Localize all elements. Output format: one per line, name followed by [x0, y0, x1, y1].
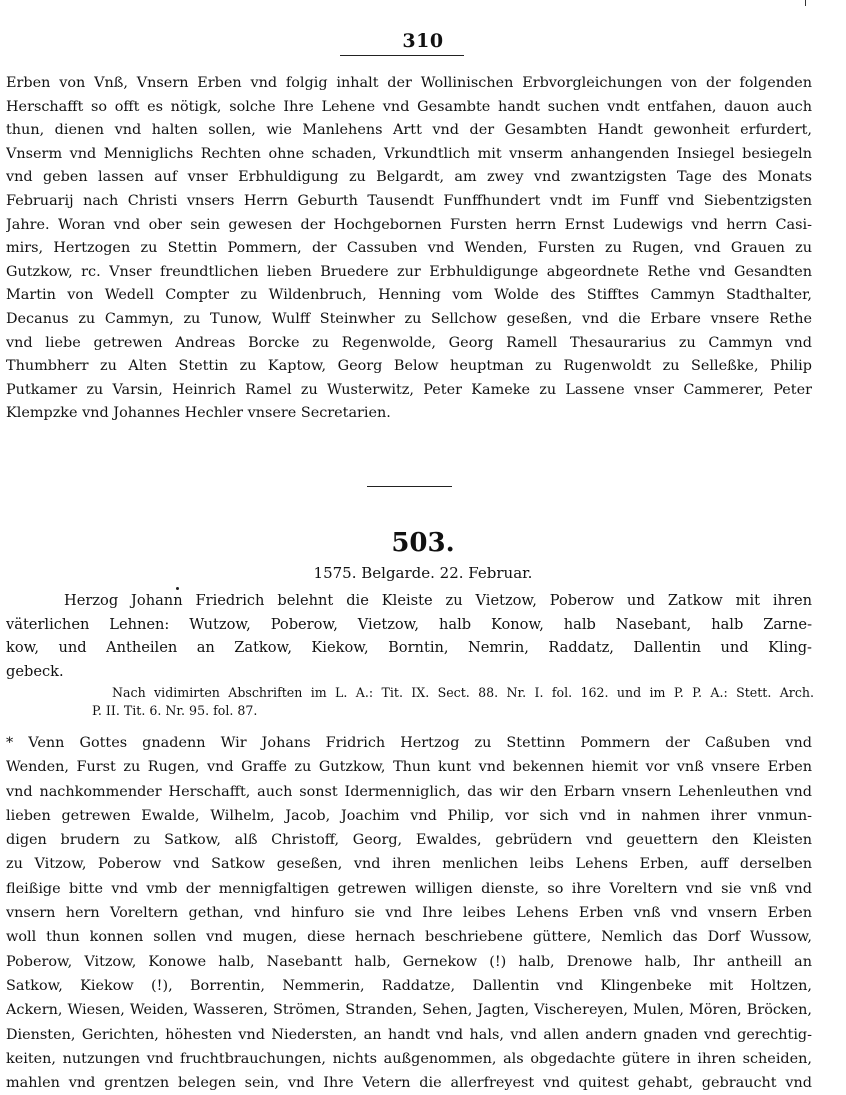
- summary-line: gebeck.: [6, 662, 64, 680]
- text-line: Putkamer zu Varsin, Heinrich Ramel zu Wusterwitz, Peter Kameke zu Lassene vnser Cammerer, Peter: [6, 381, 812, 398]
- main-text-line: Diensten, Gerichten, höhesten vnd Niedersten, an handt vnd hals, vnd allen andern gnaden vnd gerechtig-: [6, 1026, 812, 1043]
- page-edge-mark: [805, 0, 806, 6]
- summary-line: väterlichen Lehnen: Wutzow, Poberow, Vietzow, halb Konow, halb Nasebant, halb Zarne-: [6, 615, 812, 633]
- main-text-line: lieben getrewen Ewalde, Wilhelm, Jacob, Joachim vnd Philip, vor sich vnd in nahmen ihrer vnmun-: [6, 807, 812, 824]
- summary-line: Herzog Johann Friedrich belehnt die Kleiste zu Vietzow, Poberow und Zatkow mit ihren: [64, 592, 812, 609]
- document-date-line: 1575. Belgarde. 22. Februar.: [313, 564, 533, 582]
- text-line: Decanus zu Cammyn, zu Tunow, Wulff Steinwher zu Sellchow geseßen, vnd die Erbare vnsere Rethe: [6, 310, 812, 327]
- main-text-line: vnd nachkommender Herschafft, auch sonst Idermenniglich, das wir den Erbarn vnsern Lehenleuthen vnd: [6, 783, 812, 800]
- main-text-line: vnsern hern Voreltern gethan, vnd hinfuro sie vnd Ihre leibes Lehens Erben vnß vnd vnsern Erben: [6, 905, 812, 922]
- source-note: [92, 684, 814, 720]
- text-line: Vnserm vnd Menniglichs Rechten ohne schaden, Vrkundtlich mit vnserm anhangenden Insiegel besiegeln: [6, 145, 812, 162]
- text-line: Martin von Wedell Compter zu Wildenbruch, Henning vom Wolde des Stifftes Cammyn Stadthalter,: [6, 287, 812, 304]
- main-text-line: Satkow, Kiekow (!), Borrentin, Nemmerin, Raddatze, Dallentin vnd Klingenbeke mit Holtzen,: [6, 977, 812, 994]
- main-text-line: keiten, nutzungen vnd fruchtbrauchungen, nichts außgenommen, als obgedachte gütere in ihren scheiden,: [6, 1050, 812, 1067]
- main-text-line: Poberow, Vitzow, Konowe halb, Nasebantt halb, Gernekow (!) halb, Drenowe halb, Ihr antheill an: [6, 953, 812, 970]
- document-summary: [6, 589, 812, 683]
- text-line: Gutzkow, rc. Vnser freundtlichen lieben Bruedere zur Erbhuldigunge abgeordnete Rethe vnd Gesandten: [6, 263, 812, 280]
- text-line: Klempzke vnd Johannes Hechler vnsere Secretarien.: [6, 405, 391, 422]
- text-line: mirs, Hertzogen zu Stettin Pommern, der Cassuben vnd Wenden, Fursten zu Rugen, vnd Grauen zu: [6, 240, 812, 257]
- text-line: vnd geben lassen auf vnser Erbhuldigung zu Belgardt, am zwey vnd zwantzigsten Tage des Monats: [6, 169, 812, 186]
- text-line: Februarij nach Christi vnsers Herrn Geburth Tausendt Funffhundert vndt im Funff vnd Siebentzigsten: [6, 192, 812, 209]
- main-text-line: zu Vitzow, Poberow vnd Satkow geseßen, vnd ihren menlichen leibs Lehens Erben, auff derselben: [6, 856, 812, 873]
- main-text-line: woll thun konnen sollen vnd mugen, diese hernach beschriebene güttere, Nemlich das Dorf Wussow,: [6, 929, 812, 946]
- main-text-line: Wenden, Furst zu Rugen, vnd Graffe zu Gutzkow, Thun kunt vnd bekennen hiemit vor vnß vnsere Erben: [6, 759, 812, 776]
- text-line: Jahre. Woran vnd ober sein gewesen der Hochgebornen Fursten herrn Ernst Ludewigs vnd herrn Casi-: [6, 216, 812, 233]
- document-number: 503.: [391, 528, 455, 558]
- source-line: Nach vidimirten Abschriften im L. A.: Tit. IX. Sect. 88. Nr. I. fol. 162. und im P. P. A.: Stett. Arch.: [112, 685, 814, 700]
- text-line: thun, dienen vnd halten sollen, wie Manlehens Artt vnd der Gesambten Handt gewonheit erfurdert,: [6, 122, 812, 139]
- text-line: Erben von Vnß, Vnsern Erben vnd folgig inhalt der Wollinischen Erbvorgleichungen von der folgenden: [6, 75, 812, 91]
- source-line: P. II. Tit. 6. Nr. 95. fol. 87.: [92, 703, 258, 718]
- main-text-line: digen brudern zu Satkow, alß Christoff, Georg, Ewaldes, gebrüdern vnd geuettern den Kleisten: [6, 832, 812, 849]
- page-number: 310: [402, 30, 444, 52]
- main-text-line: Ackern, Wiesen, Weiden, Wasseren, Strömen, Stranden, Sehen, Jagten, Vischereyen, Mulen, Mören, Bröcken,: [6, 1002, 812, 1019]
- page-number-rule: [340, 55, 464, 56]
- text-line: Herschafft so offt es nötigk, solche Ihre Lehene vnd Gesambte handt suchen vndt entfahen, dauon auch: [6, 98, 812, 115]
- continued-text: [6, 72, 812, 426]
- document-main-text: [6, 731, 812, 1095]
- text-line: vnd liebe getrewen Andreas Borcke zu Regenwolde, Georg Ramell Thesaurarius zu Cammyn vnd: [6, 334, 812, 351]
- section-divider: [367, 486, 452, 487]
- main-text-line: fleißige bitte vnd vmb der mennigfaltigen getrewen willigen dienste, so ihre Voreltern vnd sie vnß vnd: [6, 880, 812, 897]
- text-line: Thumbherr zu Alten Stettin zu Kaptow, Georg Below heuptman zu Rugenwoldt zu Selleßke, Philip: [6, 358, 812, 375]
- main-text-line: mahlen vnd grentzen belegen sein, vnd Ihre Vetern die allerfreyest vnd quitest gehabt, gebraucht vnd: [6, 1075, 812, 1092]
- summary-line: kow, und Antheilen an Zatkow, Kiekow, Borntin, Nemrin, Raddatz, Dallentin und Kling-: [6, 639, 812, 657]
- main-text-line: * Venn Gottes gnadenn Wir Johans Fridrich Hertzog zu Stettinn Pommern der Caßuben vnd: [6, 735, 812, 751]
